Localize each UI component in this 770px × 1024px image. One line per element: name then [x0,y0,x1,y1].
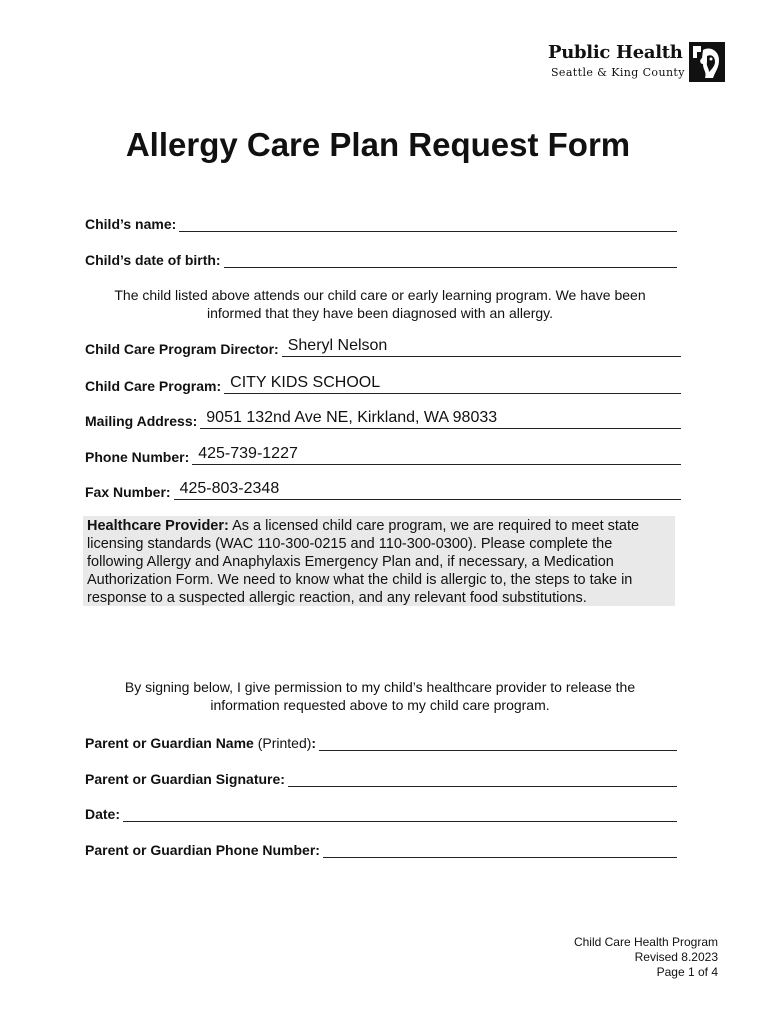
program-label: Child Care Program: [85,378,222,394]
parent-name-label-bold: Parent or Guardian Name [85,735,254,751]
fax-field[interactable] [174,481,681,500]
phone-value: 425-739-1227 [198,445,298,462]
child-name-row [85,212,677,232]
fax-value: 425-803-2348 [179,480,280,497]
consent-text-line-2: information requested above to my child care program. [210,697,550,713]
date-label: Date: [85,806,121,822]
date-row [85,802,677,822]
child-name-field[interactable] [179,213,677,232]
address-row [85,409,681,429]
footer-program: Child Care Health Program [573,935,718,949]
child-dob-label: Child’s date of birth: [85,252,221,268]
footer-revised: Revised 8.2023 [634,950,718,964]
address-label: Mailing Address: [85,413,198,429]
fax-label: Fax Number: [85,484,171,500]
public-health-logo [548,42,726,84]
parent-name-label-colon: : [311,735,317,751]
provider-lead: Healthcare Provider: [87,518,229,534]
consent-text-line-1: By signing below, I give permission to my child’s healthcare provider to release the [124,679,636,695]
child-dob-row [85,248,677,268]
program-row [85,374,681,394]
child-dob-field[interactable] [224,249,677,268]
date-field[interactable] [123,803,677,822]
parent-name-row [85,731,677,751]
parent-phone-field[interactable] [323,839,677,858]
page-title: Allergy Care Plan Request Form [125,126,631,163]
parent-signature-field[interactable] [288,768,677,787]
portrait-logo-icon [689,42,725,82]
intro-text-line-2: informed that they have been diagnosed with an allergy. [206,305,554,321]
consent-text [80,678,680,714]
parent-name-label-printed: (Printed) [253,735,312,751]
healthcare-provider-notice [83,516,675,606]
parent-signature-row [85,767,677,787]
address-field[interactable] [200,410,681,429]
intro-text [80,286,680,322]
intro-text-line-1: The child listed above attends our child care or early learning program. We have been [114,287,646,303]
child-name-label: Child’s name: [85,216,177,232]
director-row [85,337,681,357]
address-value: 9051 132nd Ave NE, Kirkland, WA 98033 [206,409,498,426]
provider-text: As a licensed child care program, we are required to meet state licensing standards (WAC 110-300-0215 and 110-300-0300). Please complete the following Allergy and Anaphylaxis Emergency Plan and, if necessary, a Medication Authorization Form. We need to know what the child is allergic to, the steps to take in response to a suspected allergic reaction, and any relevant food substitutions. [87,518,640,606]
program-value: CITY KIDS SCHOOL [230,374,381,391]
parent-name-label [85,735,319,751]
fax-row [85,480,681,500]
parent-phone-row [85,838,677,858]
logo-title: Public Health [548,42,683,63]
program-field[interactable] [224,375,681,394]
parent-signature-label: Parent or Guardian Signature: [85,771,285,787]
logo-subtitle: Seattle & King County [551,66,685,79]
phone-label: Phone Number: [85,449,190,465]
parent-phone-label: Parent or Guardian Phone Number: [85,842,320,858]
phone-row [85,445,681,465]
parent-name-field[interactable] [319,732,677,751]
director-label: Child Care Program Director: [85,341,279,357]
phone-field[interactable] [192,446,681,465]
director-field[interactable] [282,338,681,357]
director-value: Sheryl Nelson [287,337,388,354]
page-footer [574,935,718,980]
footer-page-number: Page 1 of 4 [656,965,718,979]
